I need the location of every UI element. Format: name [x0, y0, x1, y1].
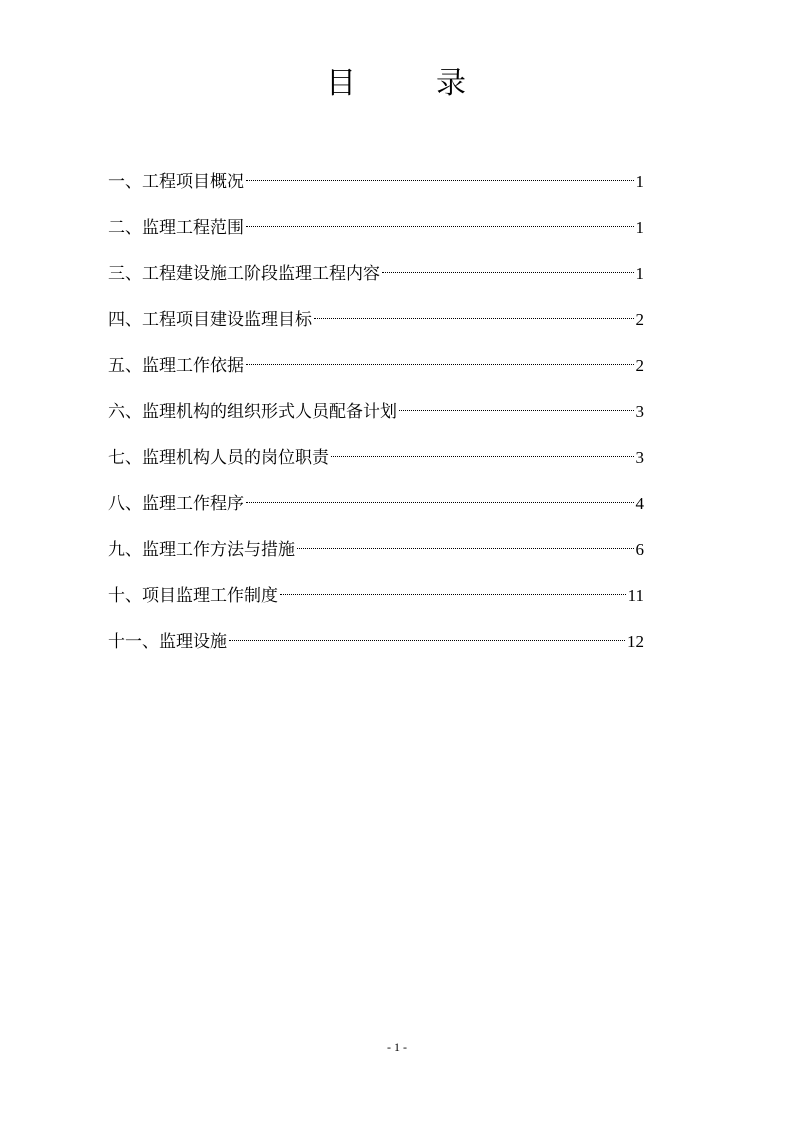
toc-entry[interactable]: [108, 397, 644, 443]
toc-entry-page: 4: [635, 494, 644, 513]
toc-entry[interactable]: [108, 443, 644, 489]
toc-entry-label: 十一、监理设施: [108, 632, 227, 652]
toc-dot-leader: [314, 318, 634, 319]
toc-entry[interactable]: [108, 305, 644, 351]
toc-entry-page: 3: [635, 448, 644, 467]
toc-dot-leader: [331, 456, 634, 457]
toc-entry[interactable]: [108, 489, 644, 535]
toc-dot-leader: [246, 364, 634, 365]
toc-entry-label: 二、监理工程范围: [108, 218, 244, 238]
toc-entry-page: 1: [635, 172, 644, 191]
toc-entry-page: 2: [635, 356, 644, 375]
toc-entry-label: 三、工程建设施工阶段监理工程内容: [108, 264, 380, 284]
toc-entry-label: 七、监理机构人员的岗位职责: [108, 448, 329, 468]
toc-dot-leader: [246, 502, 634, 503]
toc-entry[interactable]: [108, 535, 644, 581]
toc-dot-leader: [280, 594, 626, 595]
toc-entry[interactable]: [108, 167, 644, 213]
toc-dot-leader: [382, 272, 634, 273]
toc-entry[interactable]: [108, 213, 644, 259]
toc-dot-leader: [399, 410, 634, 411]
title-char-1: 目: [326, 66, 358, 101]
toc-dot-leader: [229, 640, 625, 641]
toc-entry-label: 一、工程项目概况: [108, 172, 244, 192]
page-title: [0, 64, 794, 104]
page-number: - 1 -: [387, 1040, 407, 1054]
table-of-contents: [108, 167, 644, 673]
toc-entry-label: 五、监理工作依据: [108, 356, 244, 376]
toc-entry-page: 3: [635, 402, 644, 421]
toc-entry-page: 2: [635, 310, 644, 329]
toc-entry-page: 6: [635, 540, 644, 559]
toc-entry[interactable]: [108, 259, 644, 305]
toc-entry-page: 1: [635, 218, 644, 237]
toc-entry-label: 六、监理机构的组织形式人员配备计划: [108, 402, 397, 422]
toc-entry[interactable]: [108, 581, 644, 627]
toc-entry[interactable]: [108, 351, 644, 397]
toc-entry-label: 八、监理工作程序: [108, 494, 244, 514]
toc-entry-label: 十、项目监理工作制度: [108, 586, 278, 606]
toc-entry-page: 11: [627, 586, 644, 605]
toc-dot-leader: [297, 548, 634, 549]
toc-entry-page: 12: [627, 632, 644, 651]
title-char-2: 录: [436, 66, 468, 101]
toc-entry-label: 九、监理工作方法与措施: [108, 540, 295, 560]
toc-dot-leader: [246, 226, 634, 227]
toc-entry-label: 四、工程项目建设监理目标: [108, 310, 312, 330]
toc-dot-leader: [246, 180, 634, 181]
toc-entry-page: 1: [635, 264, 644, 283]
toc-entry[interactable]: [108, 627, 644, 673]
